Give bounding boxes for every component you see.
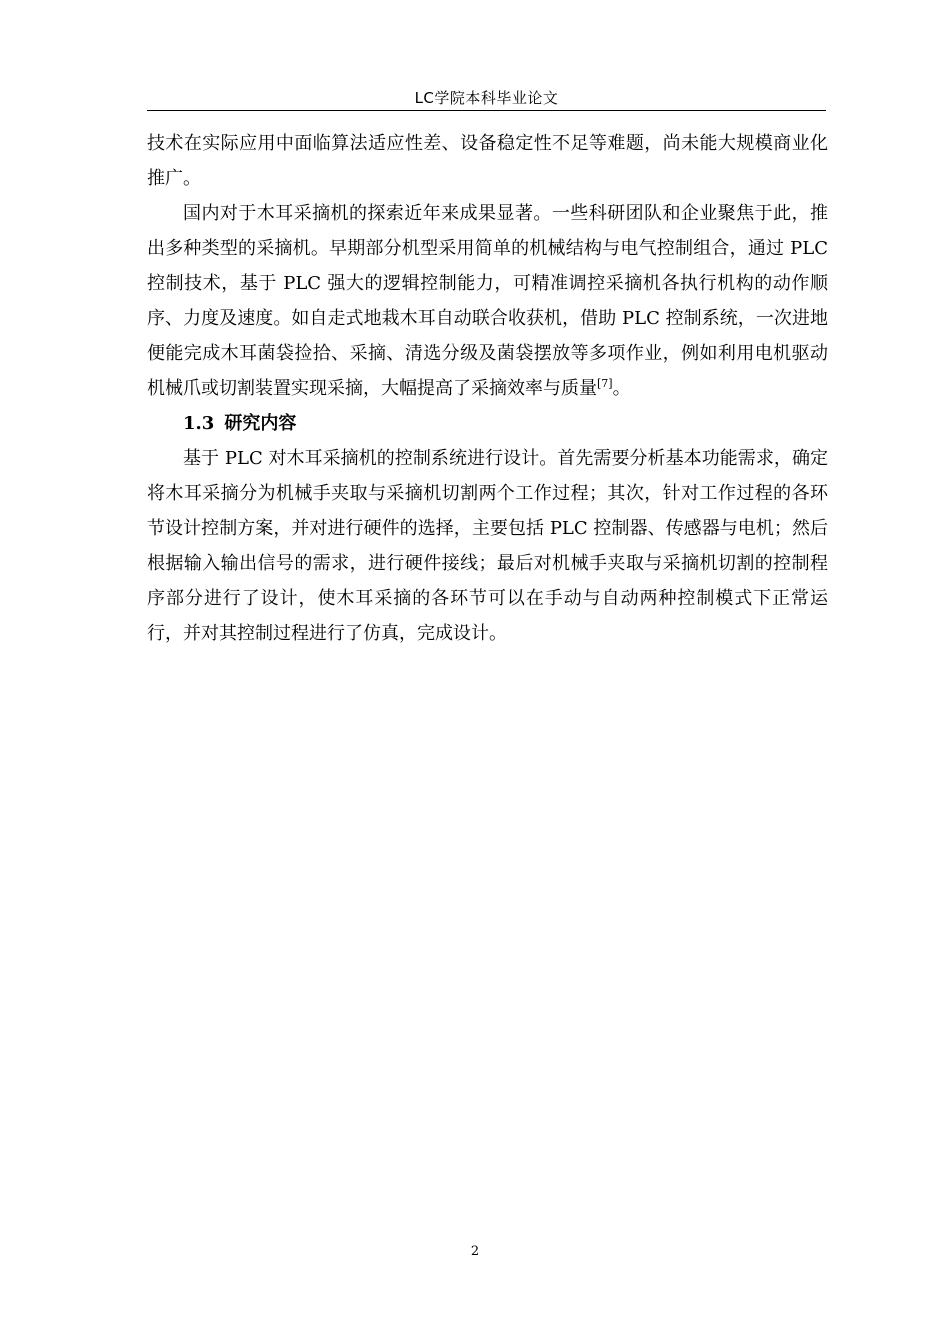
citation-reference: [7] bbox=[597, 377, 613, 390]
page-number: 2 bbox=[470, 1244, 480, 1259]
section-number: 1.3 bbox=[183, 413, 215, 434]
page-body bbox=[147, 126, 828, 651]
paragraph-text: 国内对于木耳采摘机的探索近年来成果显著。一些科研团队和企业聚焦于此，推出多种类型的采摘机。早期部分机型采用简单的机械结构与电气控制组合，通过 PLC 控制技术，基于 PLC 强大的逻辑控制能力，可精准调控采摘机各执行机构的动作顺序、力度及速度。如自走式地栽木耳自动联合收获机，借助 PLC 控制系统，一次进地便能完成木耳菌袋捡拾、采摘、清选分级及菌袋摆放等多项作业，例如利用电机驱动机械爪或切割装置实现采摘，大幅提高了采摘效率与质量 bbox=[147, 203, 828, 399]
running-header: LC学院本科毕业论文 bbox=[414, 89, 559, 107]
section-title: 研究内容 bbox=[224, 413, 297, 434]
paragraph-research-content: 基于 PLC 对木耳采摘机的控制系统进行设计。首先需要分析基本功能需求，确定将木耳采摘分为机械手夹取与采摘机切割两个工作过程；其次，针对工作过程的各环节设计控制方案，并对进行硬件的选择，主要包括 PLC 控制器、传感器与电机；然后根据输入输出信号的需求，进行硬件接线；最后对机械手夹取与采摘机切割的控制程序部分进行了设计，使木耳采摘的各环节可以在手动与自动两种控制模式下正常运行，并对其控制过程进行了仿真，完成设计。 bbox=[147, 448, 828, 644]
paragraph-end-punctuation: 。 bbox=[612, 378, 631, 399]
section-heading bbox=[147, 406, 828, 441]
paragraph-domestic-research bbox=[147, 196, 828, 406]
header-rule bbox=[147, 110, 826, 111]
paragraph-continued: 技术在实际应用中面临算法适应性差、设备稳定性不足等难题，尚未能大规模商业化推广。 bbox=[147, 133, 828, 189]
